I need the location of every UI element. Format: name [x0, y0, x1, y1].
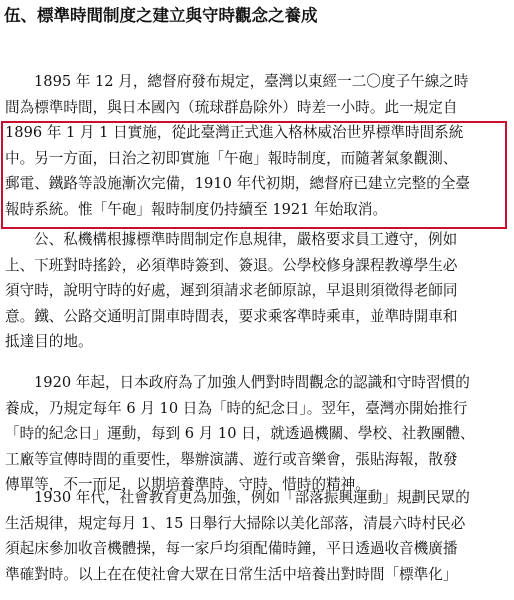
paragraph-line: 間為標準時間，與日本國內（琉球群島除外）時差一小時。此一規定自: [5, 98, 458, 116]
paragraph-line: 郵電、鐵路等設施漸次完備，1910 年代初期，總督府已建立完整的全臺: [5, 175, 471, 193]
paragraph-line: 生活規律，規定每月 1、15 日舉行大掃除以美化部落，清晨六時村民必: [5, 514, 466, 532]
paragraph-1: [5, 69, 505, 223]
section-heading: 伍、標準時間制度之建立與守時觀念之養成: [4, 6, 318, 25]
paragraph-line: 上、下班對時搖鈴，必須準時簽到、簽退。公學校修身課程教導學生必: [5, 256, 458, 274]
paragraph-line: 公、私機構根據標準時間制定作息規律，嚴格要求員工遵守，例如: [34, 231, 458, 248]
paragraph-line: 1896 年 1 月 1 日實施，從此臺灣正式進入格林威治世界標準時間系統: [5, 124, 464, 142]
paragraph-4: [5, 485, 505, 587]
paragraph-line: 1930 年代，社會教育更為加強，例如「部落振興運動」規劃民眾的: [34, 489, 470, 506]
paragraph-3: [5, 370, 505, 498]
paragraph-line: 須守時，說明守時的好處，遲到須請求老師原諒，早退則須徵得老師同: [5, 282, 458, 300]
paragraph-line: 傳單等，不一而足，以期培養準時、守時、惜時的精神。: [5, 476, 370, 494]
paragraph-2: [5, 227, 505, 355]
paragraph-line: 工廠等宣傳時間的重要性，舉辦演講、遊行或音樂會，張貼海報，散發: [5, 450, 458, 468]
paragraph-line: 抵達目的地。: [5, 333, 93, 351]
paragraph-line: 意。鐵、公路交通明訂開車時間表，要求乘客準時乘車，並準時開車和: [5, 307, 458, 325]
paragraph-line: 「時的紀念日」運動，每到 6 月 10 日，就透過機關、學校、社教團體、: [5, 425, 475, 443]
paragraph-line: 報時系統。惟「午砲」報時制度仍持續至 1921 年始取消。: [5, 200, 388, 218]
paragraph-line: 養成，乃規定每年 6 月 10 日為「時的紀念日」。翌年，臺灣亦開始推行: [5, 399, 468, 417]
paragraph-line: 中。另一方面，日治之初即實施「午砲」報時制度，而隨著氣象觀測、: [5, 149, 458, 167]
paragraph-line: 準確對時。以上在在使社會大眾在日常生活中培養出對時間「標準化」: [5, 565, 458, 583]
paragraph-line: 1895 年 12 月，總督府發布規定，臺灣以東經一二〇度子午線之時: [34, 73, 469, 90]
paragraph-line: 1920 年起，日本政府為了加強人們對時間觀念的認識和守時習慣的: [34, 374, 470, 391]
paragraph-line: 須起床參加收音機體操，每一家戶均須配備時鐘，平日透過收音機廣播: [5, 540, 458, 558]
